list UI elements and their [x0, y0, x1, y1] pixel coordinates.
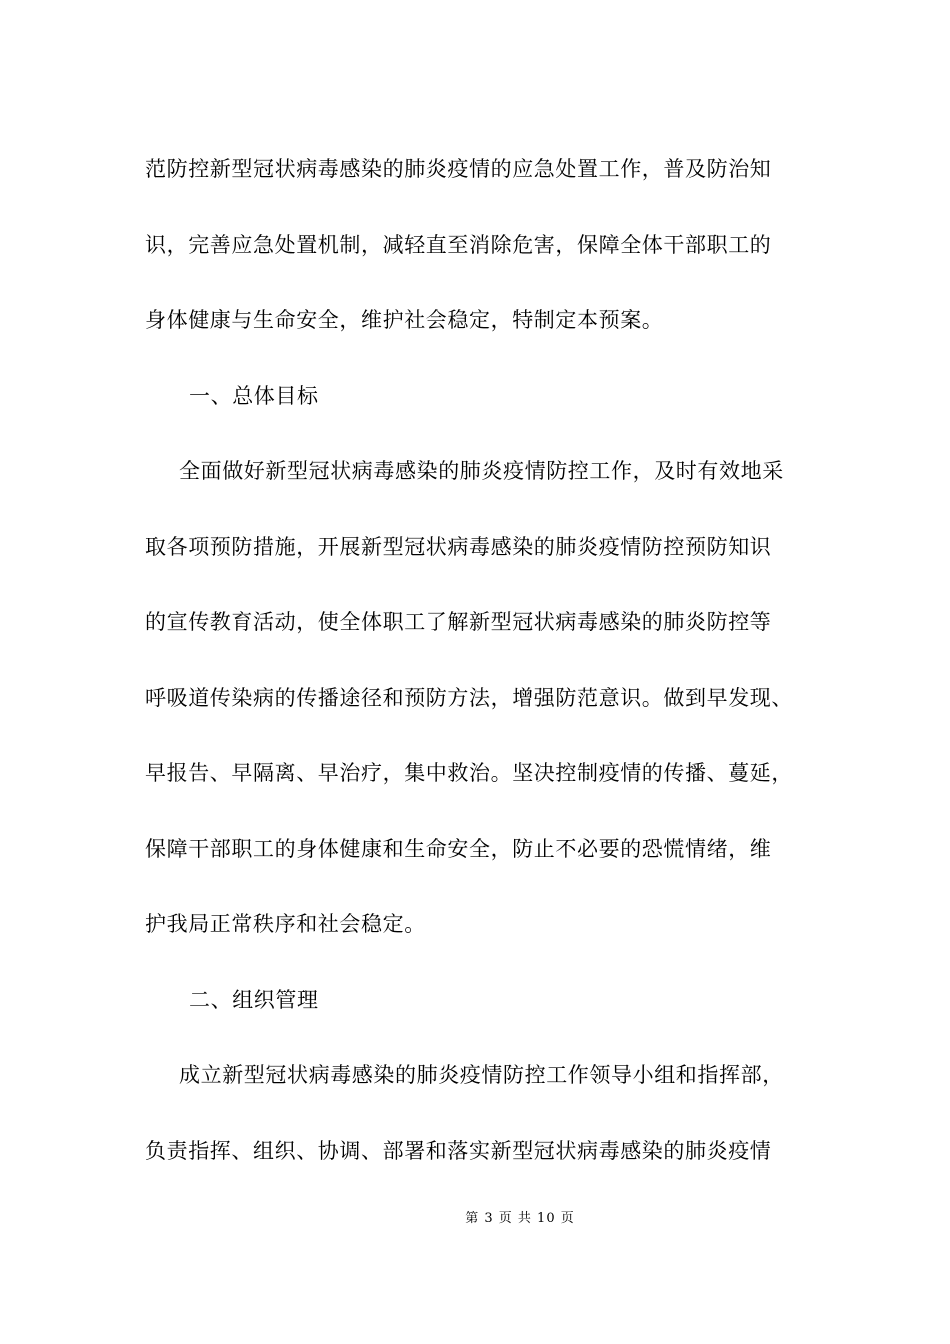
paragraph-line: 保障干部职工的身体健康和生命安全，防止不必要的恐慌情绪，维	[145, 836, 772, 861]
paragraph-line: 早报告、早隔离、早治疗，集中救治。坚决控制疫情的传播、蔓延，	[145, 761, 793, 785]
section-heading-organization: 二、组织管理	[189, 987, 319, 1012]
paragraph-line: 成立新型冠状病毒感染的肺炎疫情防控工作领导小组和指挥部，	[179, 1063, 784, 1087]
paragraph-line: 取各项预防措施，开展新型冠状病毒感染的肺炎疫情防控预防知识	[145, 534, 772, 559]
paragraph-line: 全面做好新型冠状病毒感染的肺炎疫情防控工作，及时有效地采	[179, 459, 784, 483]
section-heading-overall-goal: 一、总体目标	[189, 383, 319, 408]
paragraph-line: 呼吸道传染病的传播途径和预防方法，增强防范意识。做到早发现、	[145, 685, 793, 710]
paragraph-line: 范防控新型冠状病毒感染的肺炎疫情的应急处置工作，普及防治知	[145, 157, 772, 181]
page-footer	[0, 1207, 950, 1226]
paragraph-line: 识，完善应急处置机制，减轻直至消除危害，保障全体干部职工的	[145, 232, 772, 257]
page-number: 第 3 页 共 10 页	[465, 1211, 575, 1226]
document-body	[145, 132, 830, 1189]
paragraph-line: 身体健康与生命安全，维护社会稳定，特制定本预案。	[145, 308, 664, 332]
paragraph-line: 护我局正常秩序和社会稳定。	[145, 912, 426, 936]
paragraph-line: 负责指挥、组织、协调、部署和落实新型冠状病毒感染的肺炎疫情	[145, 1138, 772, 1163]
paragraph-line: 的宣传教育活动，使全体职工了解新型冠状病毒感染的肺炎防控等	[145, 610, 772, 634]
